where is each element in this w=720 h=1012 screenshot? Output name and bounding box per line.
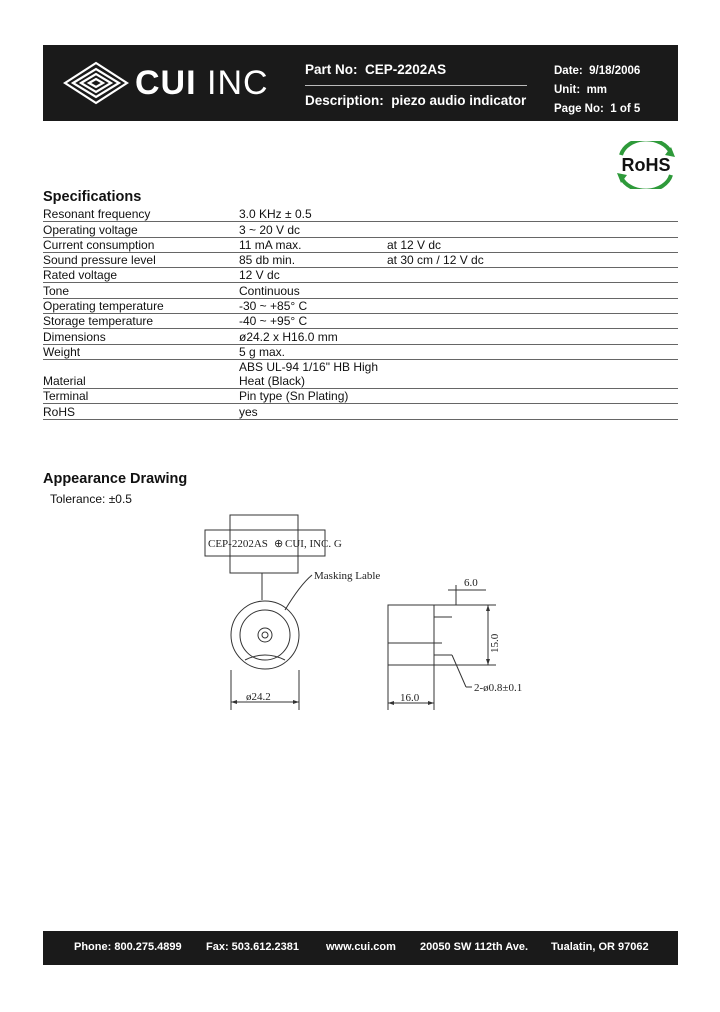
spec-row xyxy=(43,329,678,344)
spec-row xyxy=(43,268,678,283)
spec-value: Continuous xyxy=(239,283,387,298)
spec-label: Current consumption xyxy=(43,237,239,252)
page-field: Page No: 1 of 5 xyxy=(554,103,641,115)
footer-address: 20050 SW 112th Ave. xyxy=(420,941,529,953)
date-field: Date: 9/18/2006 xyxy=(554,65,641,77)
spec-value: 11 mA max. xyxy=(239,237,387,252)
label-brand-text: CUI, INC. G xyxy=(285,538,342,550)
spec-note xyxy=(387,207,678,222)
spec-row xyxy=(43,388,678,403)
top-view-ring xyxy=(240,610,290,660)
dim-pins-text: 2-ø0.8±0.1 xyxy=(474,682,523,694)
top-view-outer xyxy=(231,601,299,669)
specifications-table xyxy=(43,207,678,420)
spec-value: ABS UL-94 1/16" HB High Heat (Black) xyxy=(239,359,387,388)
spec-label: Tone xyxy=(43,283,239,298)
footer-city: Tualatin, OR 97062 xyxy=(551,941,649,953)
spec-note xyxy=(387,344,678,359)
spec-note xyxy=(387,359,678,388)
header-meta xyxy=(554,62,640,119)
spec-label: Weight xyxy=(43,344,239,359)
specifications-heading: Specifications xyxy=(43,189,142,205)
spec-note xyxy=(387,298,678,313)
tolerance-text: Tolerance: ±0.5 xyxy=(50,492,132,506)
cui-logo-icon xyxy=(63,59,129,105)
spec-note: at 12 V dc xyxy=(387,237,678,252)
dim-diameter-text: ø24.2 xyxy=(246,691,271,703)
spec-row xyxy=(43,222,678,237)
spec-value: 85 db min. xyxy=(239,252,387,267)
header-divider xyxy=(305,85,527,86)
footer-fax: Fax: 503.612.2381 xyxy=(206,941,299,953)
spec-row xyxy=(43,314,678,329)
spec-label: Rated voltage xyxy=(43,268,239,283)
spec-row xyxy=(43,207,678,222)
spec-row xyxy=(43,344,678,359)
dim-width-text: 16.0 xyxy=(400,692,420,704)
spec-value: 3 ~ 20 V dc xyxy=(239,222,387,237)
spec-note xyxy=(387,314,678,329)
dim-height-text: 15.0 xyxy=(489,633,501,653)
spec-label: Resonant frequency xyxy=(43,207,239,222)
footer-bar xyxy=(43,931,678,965)
spec-value: 3.0 KHz ± 0.5 xyxy=(239,207,387,222)
spec-row xyxy=(43,298,678,313)
spec-note xyxy=(387,404,678,419)
rohs-badge-text: RoHS xyxy=(621,155,671,175)
spec-note xyxy=(387,222,678,237)
company-logo-text: CUI INC xyxy=(135,64,269,102)
footer-web-link[interactable]: www.cui.com xyxy=(326,941,396,953)
spec-value: -30 ~ +85° C xyxy=(239,298,387,313)
spec-label: Material xyxy=(43,359,239,388)
spec-row xyxy=(43,283,678,298)
spec-note xyxy=(387,388,678,403)
description: Description: piezo audio indicator xyxy=(305,93,527,108)
spec-note xyxy=(387,329,678,344)
masking-label-text: Masking Lable xyxy=(314,570,381,582)
spec-value: 5 g max. xyxy=(239,344,387,359)
part-number: Part No: CEP-2202AS xyxy=(305,62,447,77)
appearance-heading: Appearance Drawing xyxy=(43,471,188,487)
appearance-drawing xyxy=(190,505,560,720)
spec-row xyxy=(43,359,678,388)
unit-field: Unit: mm xyxy=(554,84,608,96)
top-view-hole xyxy=(258,628,272,642)
spec-label: Operating temperature xyxy=(43,298,239,313)
spec-value: ø24.2 x H16.0 mm xyxy=(239,329,387,344)
spec-note xyxy=(387,268,678,283)
spec-value: -40 ~ +95° C xyxy=(239,314,387,329)
spec-label: RoHS xyxy=(43,404,239,419)
spec-value: yes xyxy=(239,404,387,419)
spec-label: Operating voltage xyxy=(43,222,239,237)
footer-phone: Phone: 800.275.4899 xyxy=(74,941,182,953)
spec-label: Sound pressure level xyxy=(43,252,239,267)
header-part-info xyxy=(305,59,535,112)
spec-value: 12 V dc xyxy=(239,268,387,283)
spec-label: Terminal xyxy=(43,388,239,403)
header-bar xyxy=(43,45,678,121)
dim-pin-offset-text: 6.0 xyxy=(464,577,478,589)
label-circle-icon: ⊕ xyxy=(274,538,284,550)
spec-note: at 30 cm / 12 V dc xyxy=(387,252,678,267)
side-view-body xyxy=(388,605,434,665)
label-part-text: CEP-2202AS xyxy=(208,538,268,550)
spec-value: Pin type (Sn Plating) xyxy=(239,388,387,403)
spec-note xyxy=(387,283,678,298)
spec-label: Dimensions xyxy=(43,329,239,344)
rohs-badge-icon xyxy=(613,141,679,189)
spec-row xyxy=(43,404,678,419)
spec-row xyxy=(43,252,678,267)
spec-row xyxy=(43,237,678,252)
spec-label: Storage temperature xyxy=(43,314,239,329)
